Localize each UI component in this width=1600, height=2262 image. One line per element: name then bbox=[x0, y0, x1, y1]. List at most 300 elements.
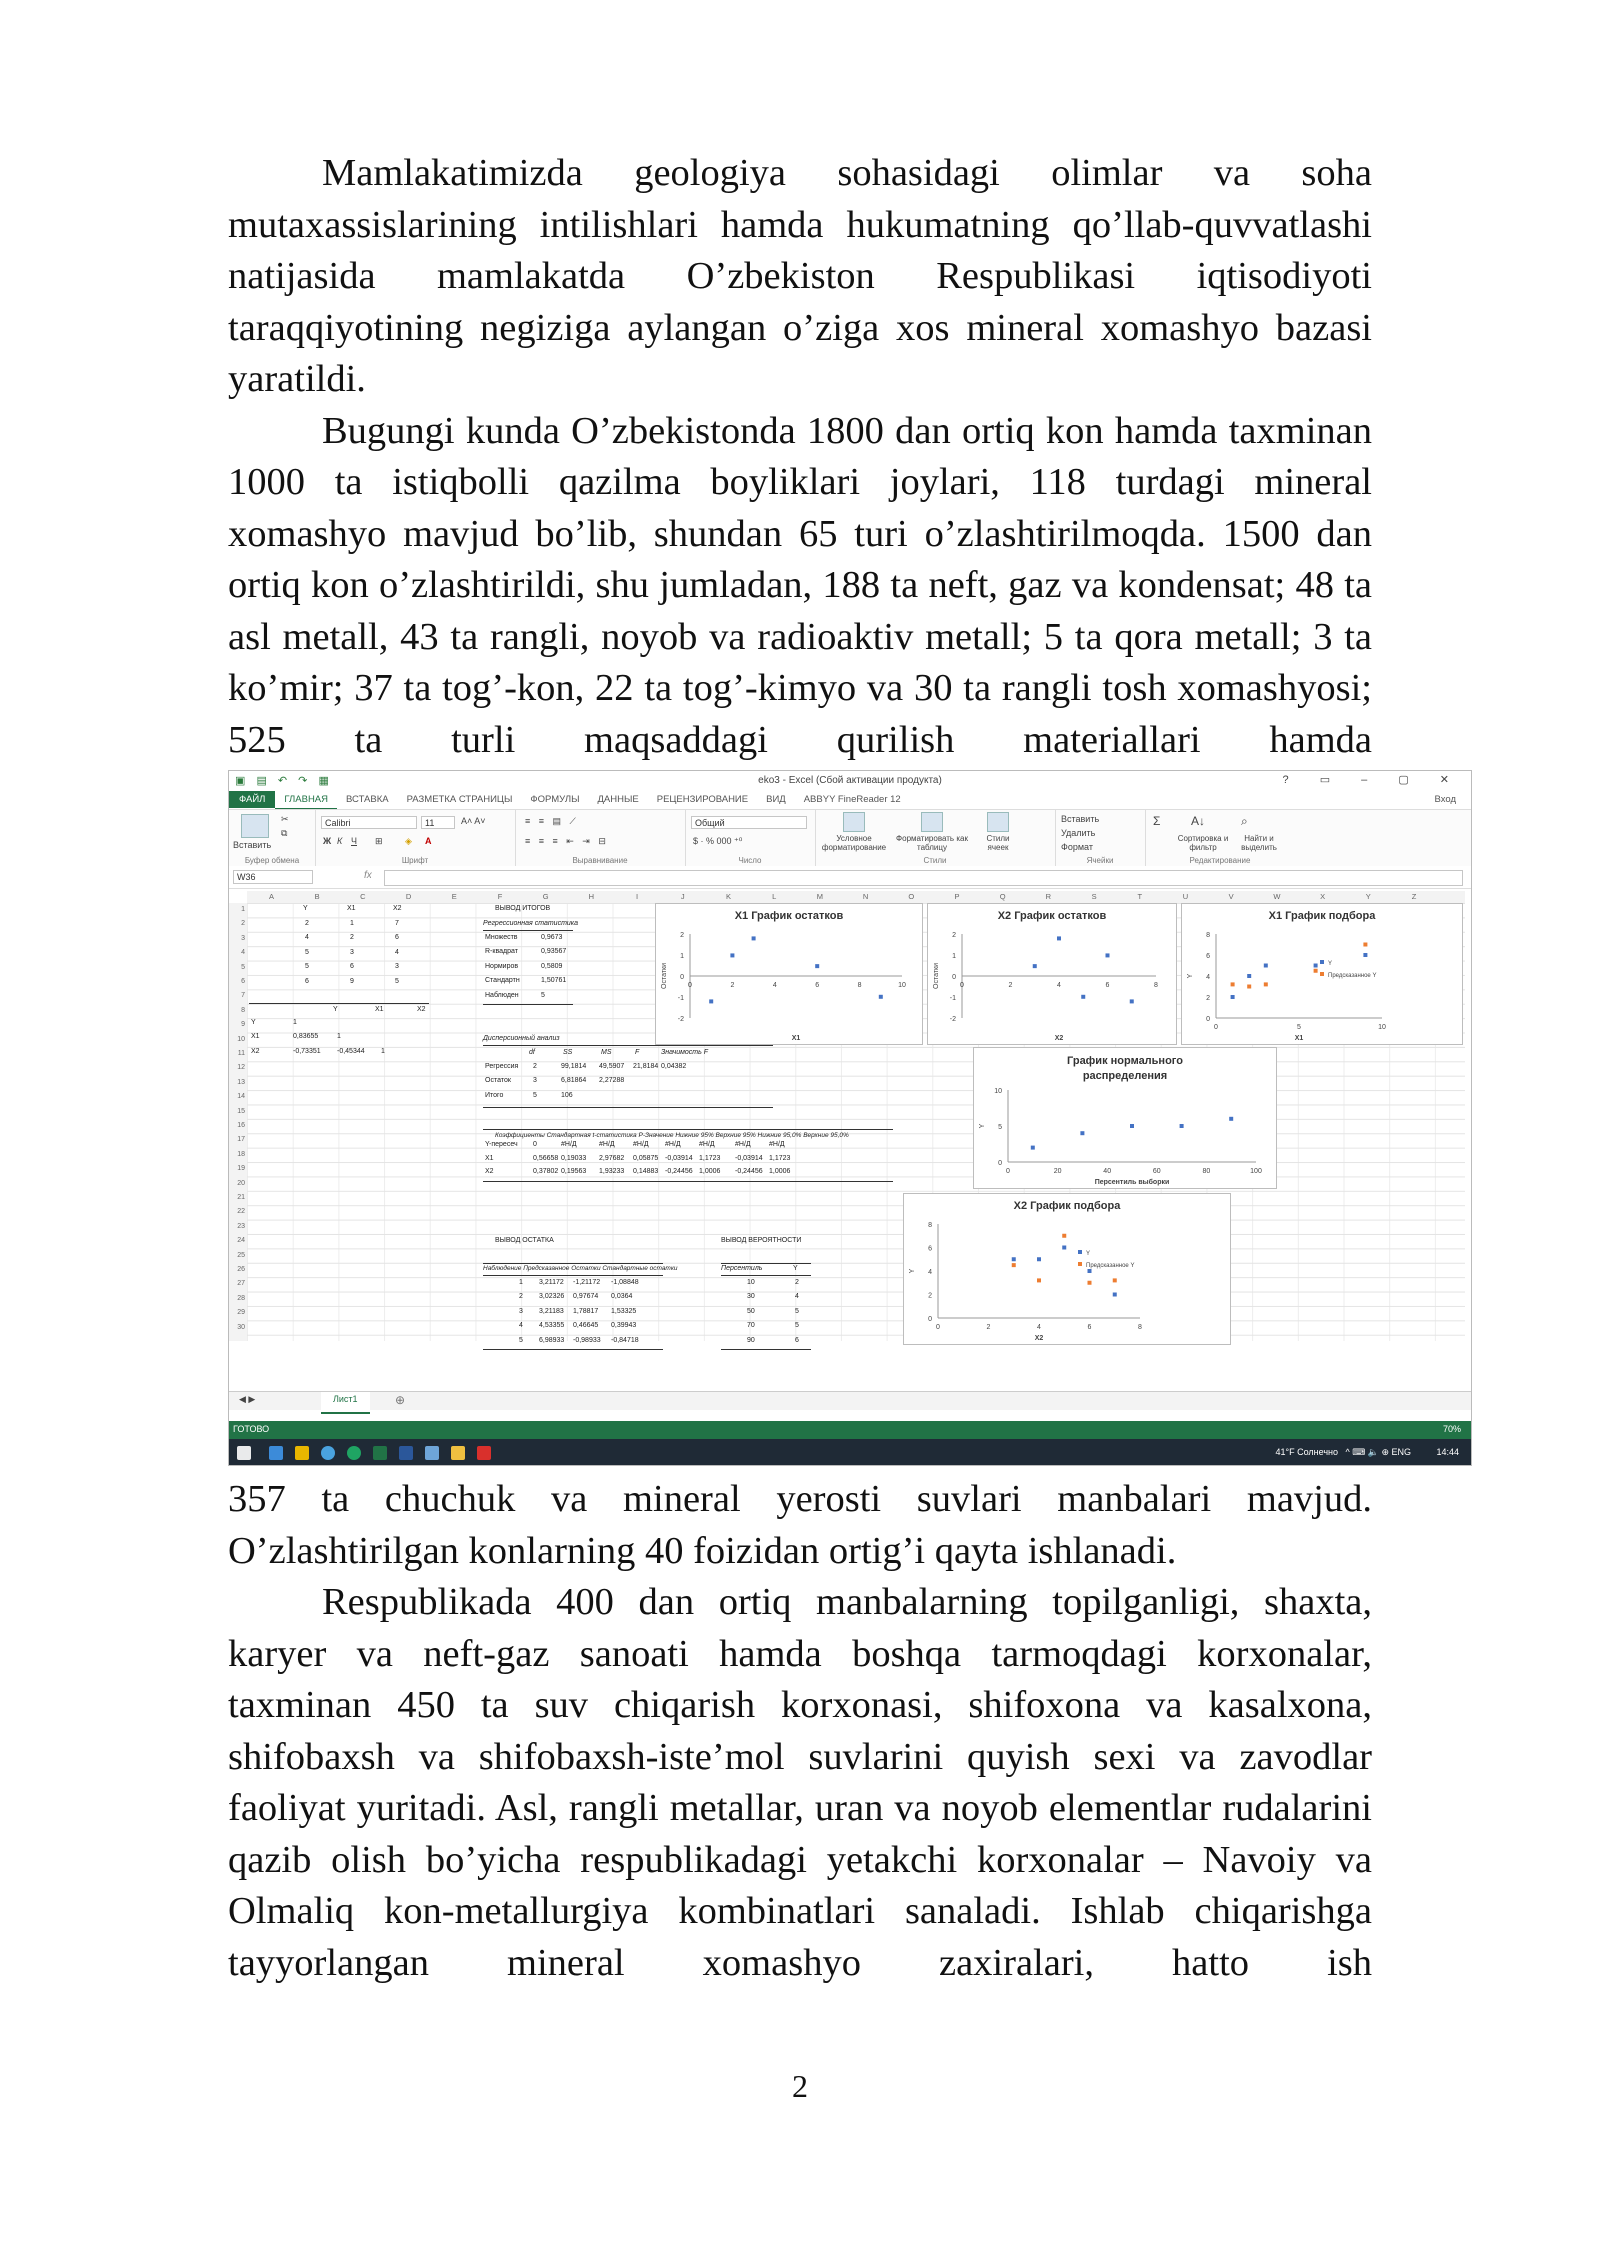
excel-titlebar bbox=[229, 771, 1471, 791]
language-indicator: ENG bbox=[1391, 1447, 1411, 1457]
y-tick-label: -1 bbox=[677, 995, 684, 1002]
row-header[interactable]: 4 bbox=[241, 949, 245, 957]
cond-format-button[interactable]: Условное форматирование bbox=[821, 834, 887, 852]
y-tick-label: 2 bbox=[928, 1292, 932, 1300]
fx-icon[interactable]: fx bbox=[364, 870, 372, 881]
chart-x1-fit[interactable] bbox=[1181, 903, 1463, 1045]
chrome-icon[interactable] bbox=[347, 1446, 361, 1460]
autosum-icon[interactable]: Σ bbox=[1153, 814, 1161, 828]
x-tick-label: 4 bbox=[772, 982, 777, 989]
row-header[interactable]: 17 bbox=[237, 1136, 245, 1144]
coef-cell: -0,24456 bbox=[735, 1168, 763, 1175]
x-tick-label: 0 bbox=[1214, 1024, 1218, 1031]
data-cell: 5 bbox=[305, 948, 309, 956]
column-header[interactable]: P bbox=[954, 892, 960, 901]
window-title: eko3 - Excel (Сбой активации продукта) bbox=[758, 775, 942, 786]
residual-header: Наблюдение Предсказанное Остатки Стандартные остатки bbox=[483, 1265, 678, 1272]
data-cell: 4 bbox=[305, 934, 309, 942]
paragraph-1: Mamlakatimizda geologiya sohasidagi olimlar va soha mutaxassislarining intilishlari hamda hukumatning qo’llab-quvvatlashi natijasida mamlakatda O’zbekiston Respublikasi iqtisodiyoti taraqqiyotining negiziga aylangan o’ziga xos mineral xomashyo bazasi yaratildi. bbox=[228, 152, 1372, 400]
row-header[interactable]: 19 bbox=[237, 1165, 245, 1173]
column-header[interactable]: S bbox=[1091, 892, 1097, 901]
row-header[interactable]: 25 bbox=[237, 1251, 245, 1259]
data-point bbox=[1113, 1293, 1117, 1297]
y-tick-label: 2 bbox=[952, 932, 956, 939]
coef-cell: 1,0006 bbox=[699, 1168, 721, 1175]
tab-file[interactable]: ФАЙЛ bbox=[229, 791, 275, 808]
probability-cell: 90 bbox=[747, 1336, 755, 1344]
font-grow-icon[interactable]: A˄ A˅ bbox=[461, 816, 486, 826]
sheet-tab-1[interactable]: Лист1 bbox=[321, 1392, 370, 1414]
corr-cell: 0,83655 bbox=[293, 1033, 319, 1041]
formula-bar bbox=[229, 866, 1471, 889]
weather-text: 41°F Солнечно bbox=[1275, 1447, 1339, 1457]
row-header[interactable]: 9 bbox=[241, 1021, 245, 1029]
residual-title: ВЫВОД ОСТАТКА bbox=[495, 1237, 554, 1244]
y-tick-label: 0 bbox=[952, 974, 956, 981]
probability-cell: 6 bbox=[795, 1336, 799, 1344]
format-cells-button[interactable]: Формат bbox=[1061, 842, 1093, 852]
format-table-button[interactable]: Форматировать как таблицу bbox=[896, 834, 968, 852]
x-tick-label: 40 bbox=[1103, 1168, 1112, 1175]
x-tick-label: 6 bbox=[1087, 1324, 1092, 1331]
x-tick-label: 4 bbox=[1057, 982, 1061, 989]
data-point bbox=[752, 936, 756, 940]
x-axis-label: X1 bbox=[1294, 1035, 1304, 1042]
x-axis-label: Персентиль выборки bbox=[1094, 1179, 1170, 1186]
data-point bbox=[879, 995, 883, 999]
sheet-nav-icons[interactable]: ◀ ▶ bbox=[239, 1394, 256, 1404]
column-header[interactable]: U bbox=[1182, 892, 1189, 901]
group-number bbox=[685, 810, 816, 866]
cut-icon[interactable]: ✂ bbox=[281, 814, 289, 824]
x-tick-label: 8 bbox=[1138, 1324, 1142, 1331]
column-header[interactable]: N bbox=[862, 892, 869, 901]
chart-svg bbox=[1182, 904, 1462, 1044]
number-format-select[interactable]: Общий bbox=[691, 816, 807, 829]
residual-cell: 3 bbox=[519, 1307, 523, 1315]
x-axis-label: X2 bbox=[1034, 1335, 1044, 1342]
corr-cell: X2 bbox=[251, 1047, 260, 1055]
row-header[interactable]: 13 bbox=[237, 1078, 245, 1086]
data-cell: 3 bbox=[395, 963, 399, 971]
row-header[interactable]: 1 bbox=[241, 906, 245, 913]
bold-button[interactable]: Ж bbox=[323, 836, 332, 846]
residual-cell: 1 bbox=[519, 1279, 523, 1286]
taskbar-app-icon[interactable] bbox=[295, 1446, 309, 1460]
anova-cell: Остаток bbox=[485, 1077, 511, 1085]
anova-cell: 2,27288 bbox=[599, 1077, 625, 1085]
corr-cell: 1 bbox=[293, 1019, 297, 1026]
x-axis-label: X1 bbox=[791, 1035, 801, 1042]
residual-cell: -0,84718 bbox=[611, 1336, 639, 1344]
group-label: Число bbox=[738, 856, 762, 865]
coef-cell: 0 bbox=[533, 1141, 537, 1148]
residual-cell: 0,39943 bbox=[611, 1322, 637, 1330]
anova-header: df bbox=[529, 1049, 535, 1056]
data-cell: 2 bbox=[305, 920, 309, 927]
column-header[interactable]: R bbox=[1045, 892, 1052, 901]
insert-cells-button[interactable]: Вставить bbox=[1061, 814, 1100, 824]
data-point bbox=[1062, 1246, 1066, 1250]
reg-stats-title: Регрессионная статистика bbox=[483, 920, 579, 927]
coef-cell: 0,14883 bbox=[633, 1168, 659, 1175]
group-editing bbox=[1145, 810, 1295, 866]
coef-cell: Y-пересеч bbox=[485, 1141, 518, 1148]
group-label: Стили bbox=[923, 856, 947, 865]
corr-header-y: Y bbox=[333, 1006, 338, 1013]
underline-button[interactable]: Ч bbox=[351, 836, 357, 846]
paragraph-3: 357 ta chuchuk va mineral yerosti suvlari manbalari mavjud. O’zlashtirilgan konlarning 40 foizidan ortig’i qayta ishlanadi. bbox=[228, 1478, 1372, 1572]
font-size-select[interactable]: 11 bbox=[421, 816, 455, 829]
row-header[interactable]: 6 bbox=[241, 978, 245, 985]
format-table-icon[interactable] bbox=[921, 812, 943, 832]
data-point bbox=[1264, 964, 1268, 968]
data-point bbox=[1033, 964, 1037, 968]
row-header[interactable]: 27 bbox=[237, 1280, 245, 1288]
corr-cell: 1 bbox=[337, 1033, 341, 1041]
x-tick-label: 2 bbox=[986, 1324, 991, 1331]
column-header[interactable]: I bbox=[636, 892, 639, 901]
x-tick-label: 80 bbox=[1202, 1168, 1211, 1175]
name-box[interactable]: W36 bbox=[233, 870, 313, 884]
group-label: Ячейки bbox=[1086, 856, 1114, 865]
coef-cell: #Н/Д bbox=[561, 1141, 577, 1148]
formula-input[interactable] bbox=[384, 870, 1463, 886]
tab-review[interactable]: РЕЦЕНЗИРОВАНИЕ bbox=[656, 794, 749, 805]
anova-cell: 21,8184 bbox=[633, 1063, 659, 1070]
data-point bbox=[1247, 985, 1251, 989]
coef-cell: #Н/Д bbox=[699, 1141, 715, 1148]
coef-cell: -0,24456 bbox=[665, 1168, 693, 1175]
data-point bbox=[1231, 982, 1235, 986]
column-header[interactable]: C bbox=[360, 892, 366, 901]
row-header[interactable]: 12 bbox=[237, 1064, 245, 1072]
y-tick-label: 0 bbox=[1206, 1016, 1210, 1023]
folder-icon[interactable] bbox=[451, 1446, 465, 1460]
align-left-icons[interactable]: ≡ ≡ ≡ ⇤ ⇥ ⊟ bbox=[525, 836, 609, 846]
paragraph-2: Bugungi kunda O’zbekistonda 1800 dan ortiq kon hamda taxminan 1000 ta istiqbolli qazilma boyliklari joylari, 118 turdagi mineral xomashyo mavjud bo’lib, shundan 65 turi o’zlashtirilmoqda. 1500 dan ortiq kon o’zlashtirildi, shu jumladan, 188 ta neft, gaz va kondensat; 48 ta asl metall, 43 ta rangli, noyob va radioaktiv metall; 5 ta qora metall; 3 ta ko’mir; 37 ta tog’-kon, 22 ta tog’-kimyo va 30 ta rangli tosh xomashyosi; 525 ta turli maqsaddagi qurilish materiallari hamda bbox=[228, 409, 1372, 761]
pdf-icon[interactable] bbox=[477, 1446, 491, 1460]
data-point bbox=[1088, 1281, 1092, 1285]
y-axis-label: Остатки bbox=[933, 963, 940, 989]
x-tick-label: 8 bbox=[857, 982, 862, 989]
corr-cell: 1 bbox=[381, 1047, 385, 1055]
font-name-select[interactable]: Calibri bbox=[321, 816, 417, 829]
x-tick-label: 100 bbox=[1250, 1168, 1262, 1175]
data-cell: 1 bbox=[350, 920, 354, 927]
find-select-button[interactable]: Найти и выделить bbox=[1241, 834, 1277, 852]
reg-stat-label: Наблюден bbox=[485, 991, 519, 999]
group-styles bbox=[815, 810, 1056, 866]
word-taskbar-icon[interactable] bbox=[399, 1446, 413, 1460]
y-tick-label: 8 bbox=[1206, 932, 1210, 939]
tab-data[interactable]: ДАННЫЕ bbox=[597, 794, 639, 805]
chart-title-line2: распределения bbox=[1082, 1070, 1168, 1082]
x-tick-label: 8 bbox=[1154, 982, 1158, 989]
row-header[interactable]: 15 bbox=[237, 1107, 245, 1115]
chart-svg bbox=[928, 904, 1176, 1044]
tab-formulas[interactable]: ФОРМУЛЫ bbox=[530, 794, 580, 805]
x-tick-label: 20 bbox=[1053, 1168, 1062, 1175]
coef-cell: #Н/Д bbox=[769, 1141, 785, 1148]
row-header[interactable]: 23 bbox=[237, 1222, 245, 1230]
status-ready: ГОТОВО bbox=[233, 1424, 270, 1434]
coef-cell: -0,03914 bbox=[665, 1154, 693, 1162]
body-text-top bbox=[228, 148, 1372, 766]
row-headers bbox=[229, 903, 248, 1341]
status-bar bbox=[229, 1421, 1471, 1439]
corr-header-x2: X2 bbox=[417, 1006, 426, 1013]
residual-cell: 0,0364 bbox=[611, 1293, 633, 1301]
row-header[interactable]: 26 bbox=[237, 1266, 245, 1273]
y-tick-label: -1 bbox=[949, 995, 956, 1002]
coef-cell: #Н/Д bbox=[633, 1141, 649, 1148]
tab-page-layout[interactable]: РАЗМЕТКА СТРАНИЦЫ bbox=[406, 794, 513, 805]
data-cell: 7 bbox=[395, 920, 399, 927]
column-header[interactable]: K bbox=[725, 892, 731, 901]
column-header[interactable]: F bbox=[497, 892, 503, 901]
y-tick-label: -2 bbox=[677, 1016, 684, 1023]
windows-taskbar bbox=[229, 1439, 1471, 1466]
row-header[interactable]: 2 bbox=[241, 920, 245, 928]
y-tick-label: 1 bbox=[680, 953, 684, 960]
ribbon-tabs bbox=[229, 791, 1471, 809]
anova-cell: 6,81864 bbox=[561, 1077, 587, 1085]
reg-stat-label: Стандартн bbox=[485, 977, 520, 985]
anova-header: Значимость F bbox=[661, 1049, 709, 1056]
coef-cell: X1 bbox=[485, 1154, 494, 1162]
probability-cell: 50 bbox=[747, 1307, 755, 1315]
coef-cell: 0,05875 bbox=[633, 1154, 659, 1162]
y-tick-label: 4 bbox=[928, 1269, 932, 1276]
sort-filter-button[interactable]: Сортировка и фильтр bbox=[1177, 834, 1229, 852]
data-point bbox=[1363, 943, 1367, 947]
sort-icon[interactable]: A↓ bbox=[1191, 814, 1206, 828]
tab-insert[interactable]: ВСТАВКА bbox=[346, 794, 389, 805]
taskbar-app-icon[interactable] bbox=[269, 1446, 283, 1460]
data-point bbox=[1012, 1263, 1016, 1267]
legend-label: Предсказанное Y bbox=[1328, 973, 1377, 979]
x-tick-label: 6 bbox=[1105, 982, 1110, 989]
column-header[interactable]: H bbox=[588, 892, 595, 901]
row-header[interactable]: 21 bbox=[237, 1194, 245, 1201]
anova-cell: 49,5907 bbox=[599, 1063, 625, 1070]
copy-icon[interactable]: ⧉ bbox=[281, 828, 288, 838]
row-header[interactable]: 24 bbox=[237, 1237, 245, 1245]
paste-button[interactable]: Вставить bbox=[233, 840, 272, 850]
signin-link[interactable]: Вход bbox=[1434, 794, 1456, 805]
cell-styles-button[interactable]: Стили ячеек bbox=[986, 834, 1010, 852]
column-header[interactable]: Y bbox=[1365, 892, 1371, 901]
y-tick-label: 5 bbox=[998, 1124, 1002, 1131]
y-tick-label: -2 bbox=[949, 1016, 956, 1023]
x-tick-label: 5 bbox=[1297, 1024, 1301, 1031]
row-header[interactable]: 16 bbox=[237, 1122, 245, 1129]
data-cell: 3 bbox=[350, 948, 354, 956]
column-header[interactable]: G bbox=[542, 892, 549, 901]
row-header[interactable]: 18 bbox=[237, 1150, 245, 1158]
row-header[interactable]: 5 bbox=[241, 963, 245, 971]
data-point bbox=[1012, 1257, 1016, 1261]
row-header[interactable]: 3 bbox=[241, 934, 245, 942]
data-point bbox=[1080, 1131, 1084, 1135]
windows-start-icon[interactable] bbox=[237, 1446, 251, 1460]
legend-label: Предсказанное Y bbox=[1086, 1263, 1135, 1269]
data-point bbox=[1130, 1124, 1134, 1128]
anova-cell: 106 bbox=[561, 1091, 573, 1099]
column-header[interactable]: O bbox=[908, 892, 915, 901]
anova-cell: 2 bbox=[533, 1063, 537, 1070]
tab-view[interactable]: ВИД bbox=[766, 794, 786, 805]
y-axis-label: Y bbox=[909, 1268, 916, 1274]
data-point bbox=[1130, 999, 1134, 1003]
cell-header-y: Y bbox=[303, 905, 308, 912]
legend-label: Y bbox=[1086, 1251, 1091, 1257]
body-text-bottom bbox=[228, 1474, 1372, 1989]
y-tick-label: 1 bbox=[952, 953, 956, 960]
legend-marker bbox=[1078, 1250, 1082, 1254]
row-header[interactable]: 22 bbox=[237, 1208, 245, 1216]
y-tick-label: 10 bbox=[994, 1088, 1002, 1095]
data-point bbox=[1081, 995, 1085, 999]
legend-marker bbox=[1078, 1262, 1082, 1266]
browser-icon[interactable] bbox=[321, 1446, 335, 1460]
system-tray[interactable]: 41°F Солнечно ^ ⌨ 🔈 ⊕ ENG bbox=[1275, 1447, 1411, 1457]
border-icon[interactable]: ⊞ bbox=[375, 836, 383, 846]
row-header[interactable]: 14 bbox=[237, 1093, 245, 1101]
column-header[interactable]: X bbox=[1320, 892, 1326, 901]
column-header[interactable]: T bbox=[1137, 892, 1143, 901]
row-header[interactable]: 30 bbox=[237, 1323, 245, 1331]
data-cell: 5 bbox=[305, 963, 309, 971]
legend-marker bbox=[1320, 972, 1324, 976]
taskbar-app-icon[interactable] bbox=[425, 1446, 439, 1460]
column-header[interactable]: Q bbox=[999, 892, 1006, 901]
quick-access-icons[interactable]: ▣ ▤ ↶ ↷ ▦ bbox=[235, 775, 333, 787]
find-icon[interactable]: ⌕ bbox=[1241, 814, 1248, 828]
column-header[interactable]: W bbox=[1273, 892, 1281, 901]
anova-cell: 3 bbox=[533, 1077, 537, 1085]
row-header[interactable]: 11 bbox=[237, 1050, 245, 1057]
chart-x2-fit[interactable] bbox=[903, 1193, 1231, 1345]
add-sheet-icon[interactable]: ⊕ bbox=[395, 1393, 406, 1407]
x-tick-label: 0 bbox=[936, 1324, 940, 1331]
data-cell: 5 bbox=[395, 977, 399, 985]
excel-taskbar-icon[interactable] bbox=[373, 1446, 387, 1460]
x-tick-label: 2 bbox=[730, 982, 735, 989]
tab-abbyy[interactable]: ABBYY FineReader 12 bbox=[803, 794, 901, 805]
y-tick-label: 6 bbox=[1206, 953, 1210, 960]
percent-icon[interactable]: $ · % 000 ⁺⁰ bbox=[693, 836, 743, 846]
residual-cell: 5 bbox=[519, 1336, 523, 1344]
zoom-level[interactable]: 70% bbox=[1442, 1424, 1461, 1434]
residual-cell: -1,08848 bbox=[611, 1279, 639, 1286]
probability-title: ВЫВОД ВЕРОЯТНОСТИ bbox=[721, 1237, 802, 1244]
probability-cell: 10 bbox=[747, 1279, 755, 1286]
row-header[interactable]: 28 bbox=[237, 1294, 245, 1302]
italic-button[interactable]: К bbox=[337, 836, 343, 846]
paste-icon[interactable] bbox=[241, 814, 269, 838]
coef-cell: 1,0006 bbox=[769, 1168, 791, 1175]
row-header[interactable]: 8 bbox=[241, 1006, 245, 1014]
reg-stat-label: Множеств bbox=[485, 934, 518, 941]
reg-stat-value: 0,9673 bbox=[541, 934, 563, 941]
tab-home[interactable]: ГЛАВНАЯ bbox=[275, 791, 337, 810]
row-header[interactable]: 7 bbox=[241, 992, 245, 1000]
window-controls[interactable]: ? ▭ – ▢ ✕ bbox=[1282, 774, 1463, 786]
chart-x1-residuals[interactable] bbox=[655, 903, 923, 1045]
column-header[interactable]: J bbox=[680, 892, 685, 901]
x-tick-label: 2 bbox=[1008, 982, 1013, 989]
data-point bbox=[1057, 936, 1061, 940]
column-header[interactable]: B bbox=[314, 892, 320, 901]
coef-cell: #Н/Д bbox=[735, 1141, 751, 1148]
y-tick-label: 0 bbox=[998, 1160, 1002, 1167]
anova-cell: 99,1814 bbox=[561, 1063, 587, 1070]
row-header[interactable]: 20 bbox=[237, 1179, 245, 1187]
data-point bbox=[1363, 953, 1367, 957]
chart-normal-probability[interactable] bbox=[973, 1047, 1277, 1189]
data-point bbox=[1231, 995, 1235, 999]
worksheet-grid[interactable] bbox=[229, 891, 1465, 1344]
row-header[interactable]: 10 bbox=[237, 1035, 245, 1043]
corr-cell: -0,73351 bbox=[293, 1047, 321, 1055]
cell-header-x1: X1 bbox=[347, 905, 356, 912]
probability-cell: 70 bbox=[747, 1322, 755, 1330]
y-tick-label: 2 bbox=[680, 932, 684, 939]
data-point bbox=[1314, 969, 1318, 973]
residual-cell: 1,78817 bbox=[573, 1307, 599, 1315]
column-header[interactable]: V bbox=[1228, 892, 1234, 901]
x-tick-label: 10 bbox=[898, 982, 906, 989]
chart-svg bbox=[656, 904, 922, 1044]
anova-header: MS bbox=[601, 1049, 612, 1056]
coef-cell: X2 bbox=[485, 1168, 494, 1175]
column-header[interactable]: Z bbox=[1411, 892, 1417, 901]
x-tick-label: 0 bbox=[688, 982, 692, 989]
prob-header-y: Y bbox=[793, 1265, 798, 1272]
delete-cells-button[interactable]: Удалить bbox=[1061, 828, 1096, 838]
coef-cell: 0,37802 bbox=[533, 1168, 559, 1175]
cell-area[interactable] bbox=[247, 903, 1465, 1344]
font-color-icon[interactable]: A bbox=[425, 836, 432, 846]
anova-header: F bbox=[635, 1049, 640, 1056]
anova-cell: Регрессия bbox=[485, 1063, 519, 1070]
column-header[interactable]: D bbox=[405, 892, 412, 901]
row-header[interactable]: 29 bbox=[237, 1309, 245, 1317]
chart-title: X2 График остатков bbox=[997, 910, 1107, 922]
column-header[interactable]: E bbox=[451, 892, 457, 901]
coef-cell: -0,03914 bbox=[735, 1154, 763, 1162]
column-header[interactable]: L bbox=[772, 892, 777, 901]
column-header[interactable]: M bbox=[816, 892, 824, 901]
fill-color-icon[interactable]: ◈ bbox=[405, 836, 412, 846]
summary-title: ВЫВОД ИТОГОВ bbox=[495, 905, 551, 912]
paragraph-4: Respublikada 400 dan ortiq manbalarning topilganligi, shaxta, karyer va neft-gaz sanoati hamda boshqa tarmoqdagi korxonalar, taxminan 450 ta suv chiqarish korxonasi, shifoxona va kasalxona, shifobaxsh va shifobaxsh-iste’mol suvlarini quyish sexi va zavodlar faoliyat yuritadi. Asl, rangli metallar, uran va noyob elementlar rudalarini qazib olish bo’yicha respublikadagi yetakchi korxonalar – Navoiy va Olmaliq kon-metallurgiya kombinatlari sanaladi. Ishlab chiqarishga tayyorlangan mineral xomashyo zaxiralari, hatto ish bbox=[228, 1581, 1372, 1984]
data-point bbox=[1062, 1234, 1066, 1238]
column-header[interactable]: A bbox=[268, 892, 274, 901]
align-top-icons[interactable]: ≡ ≡ ▤ ⟋ bbox=[525, 816, 579, 826]
cell-styles-icon[interactable] bbox=[987, 812, 1009, 832]
probability-cell: 5 bbox=[795, 1307, 799, 1315]
chart-title: X1 График подбора bbox=[1268, 910, 1376, 922]
chart-x2-residuals[interactable] bbox=[927, 903, 1177, 1045]
anova-header: SS bbox=[563, 1049, 573, 1056]
prob-header-percentile: Персентиль bbox=[721, 1265, 763, 1272]
y-tick-label: 6 bbox=[928, 1245, 932, 1253]
residual-cell: 0,46645 bbox=[573, 1322, 599, 1330]
cond-format-icon[interactable] bbox=[843, 812, 865, 832]
